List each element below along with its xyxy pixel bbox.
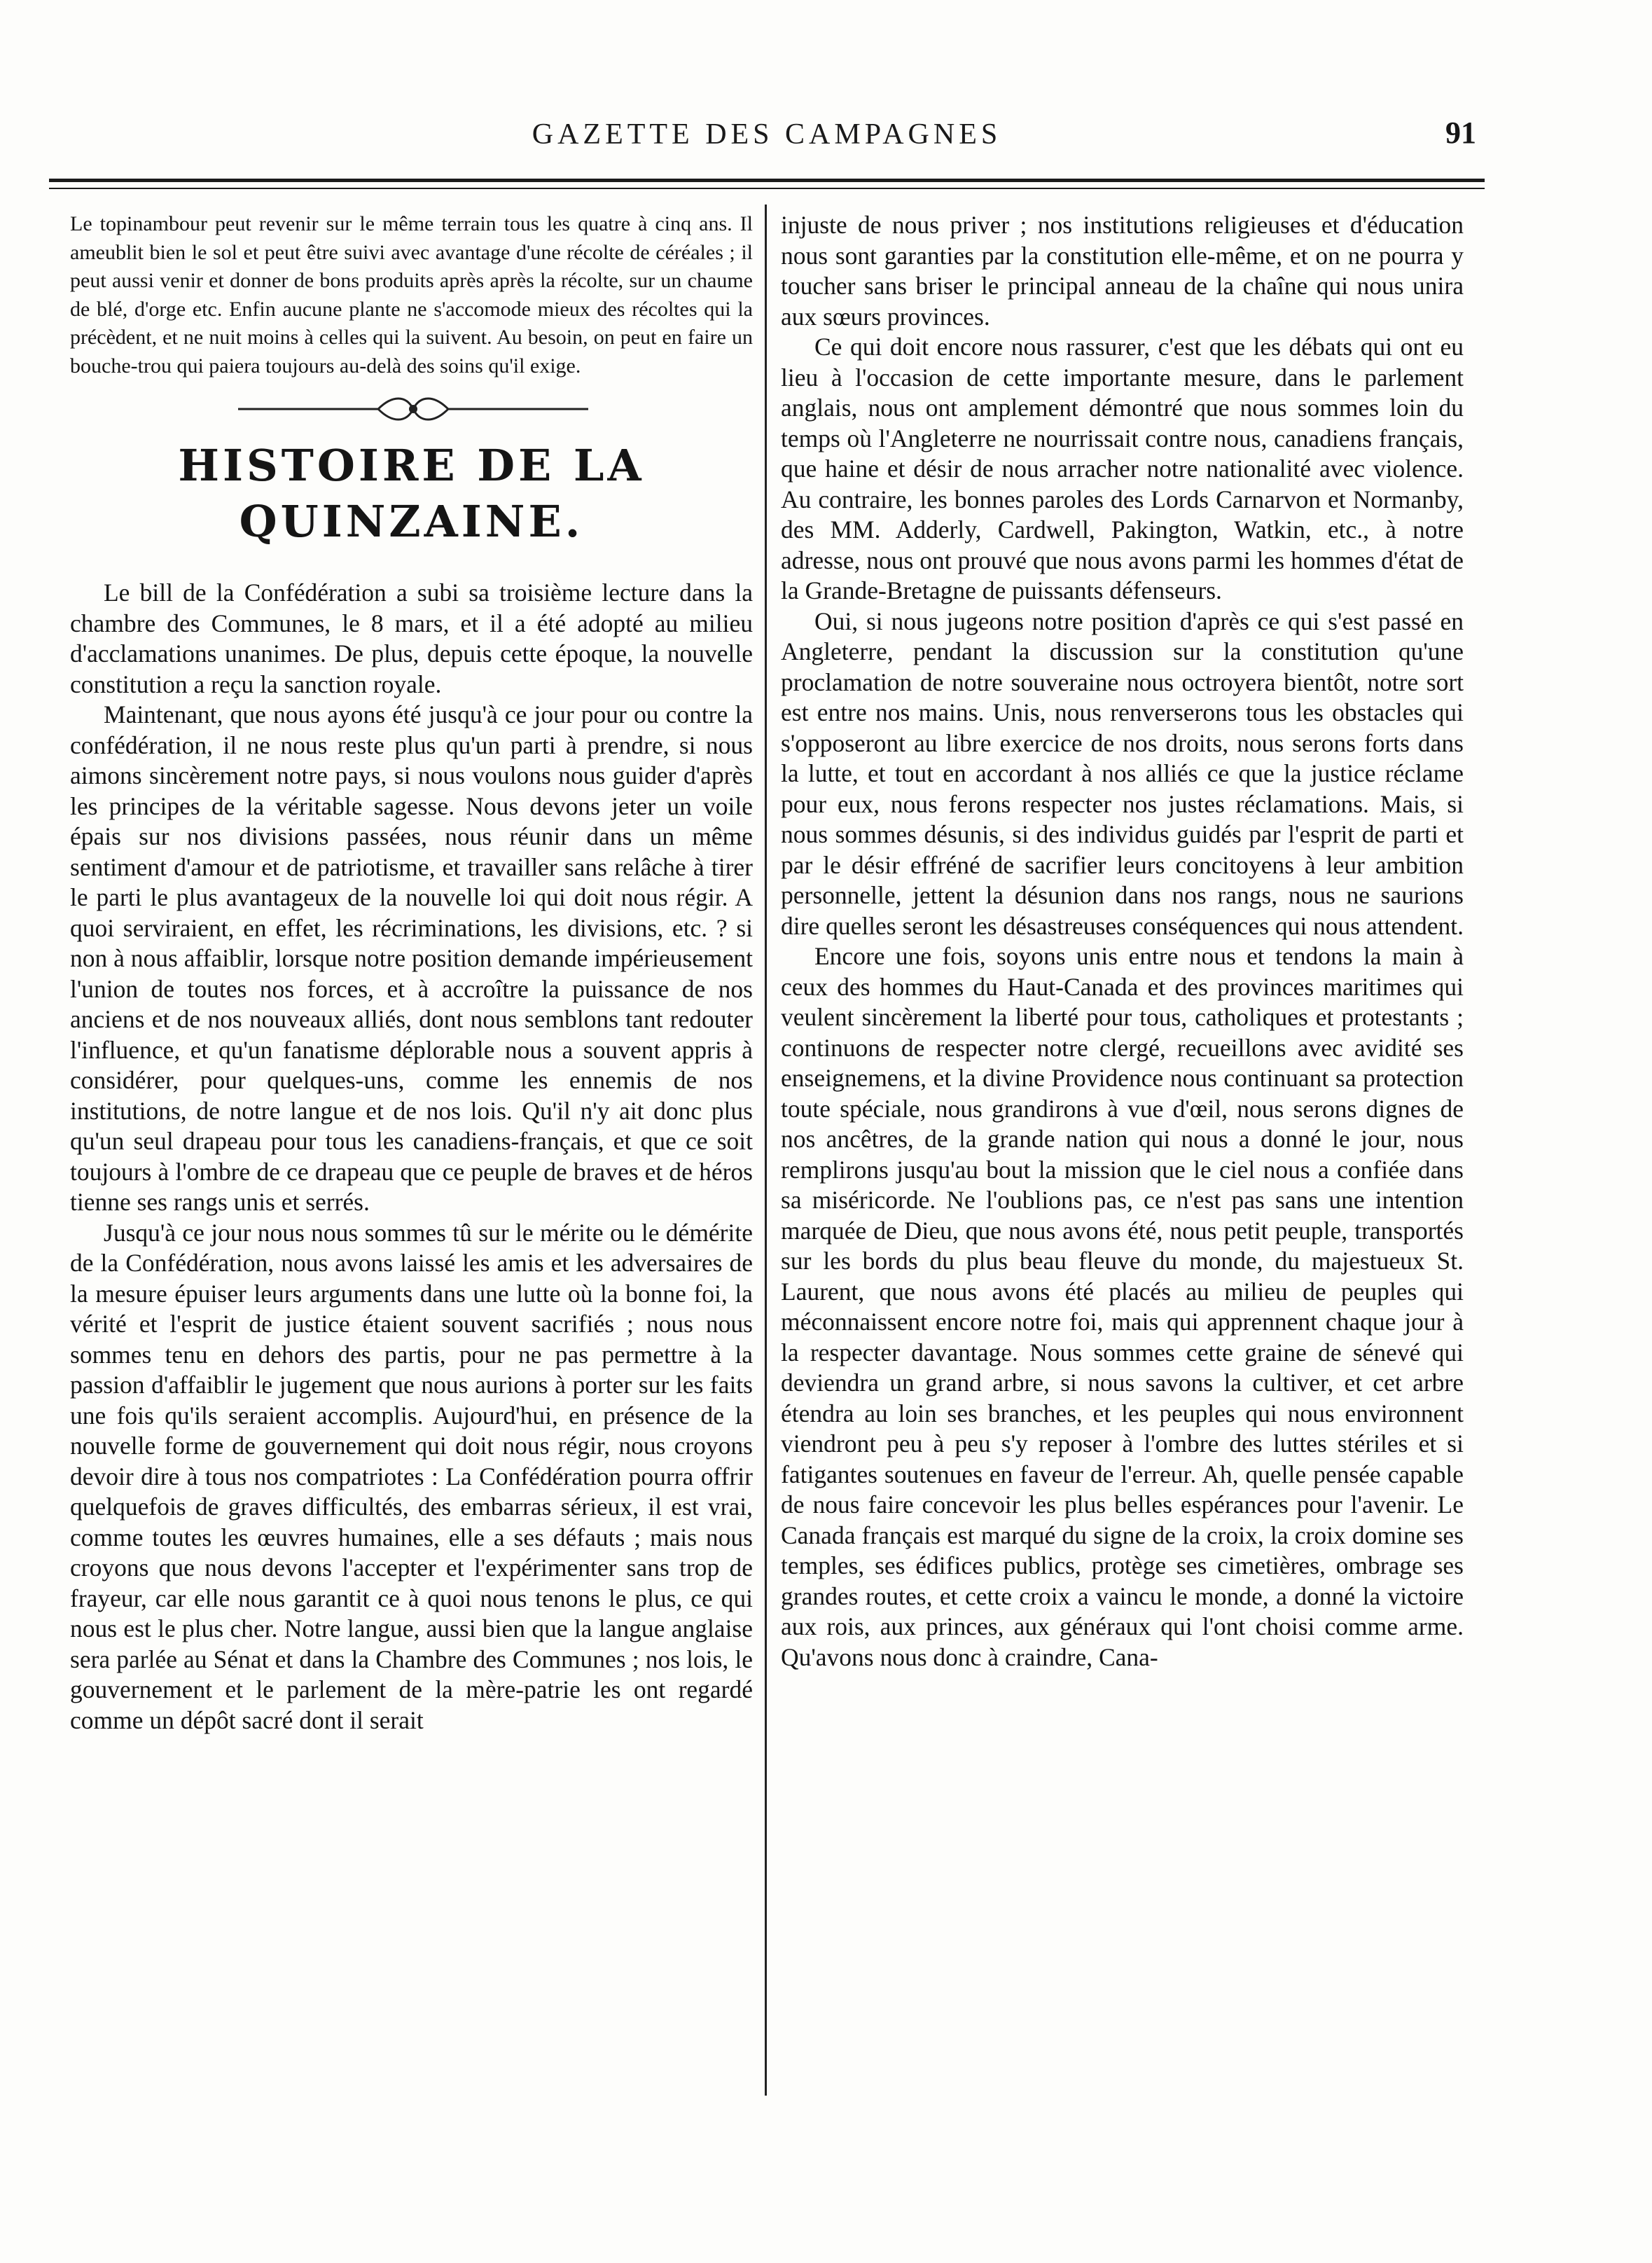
running-title: GAZETTE DES CAMPAGNES (532, 118, 1002, 151)
header-double-rule (49, 179, 1485, 189)
article-paragraph-1: Le bill de la Confédération a subi sa troisième lecture dans la chambre des Communes, le 8 mars, et il a été adopté au milieu d'acclamations unanimes. De plus, depuis cette époque, la nouvelle constitution a reçu la sanction royale. (70, 579, 753, 698)
ornament-divider-icon (238, 392, 588, 427)
article-paragraph-2: Maintenant, que nous ayons été jusqu'à ce jour pour ou contre la confédération, il ne nous reste plus qu'un parti à prendre, si nous aimons sincèrement notre pays, si nous voulons nous guider d'après les principes de la véritable sagesse. Nous devons jeter un voile épais sur nos divisions passées, nous réunir dans un même sentiment d'amour et de patriotisme, et travailler sans relâche à tirer le parti le plus avantageux de la nouvelle loi qui doit nous régir. A quoi serviraient, en effet, les récriminations, les divisions, etc. ? si non à nous affaiblir, lorsque notre position demande impérieusement l'union de toutes nos forces, et à accroître la puissance de nos anciens et de nos nouveaux alliés, dont nous semblons tant redouter l'influence, et qu'un fanatisme déplorable nous a souvent appris à considérer, pour quelques-uns, comme les ennemis de nos institutions, de notre langue et de nos lois. Qu'il n'y ait donc plus qu'un seul drapeau pour tous les canadiens-français, et que ce soit toujours à l'ombre de ce drapeau que ce peuple de braves et de héros tienne ses rangs unis et serrés. (70, 700, 753, 1216)
article-paragraph-3: Jusqu'à ce jour nous nous sommes tû sur le mérite ou le démérite de la Confédération, nous avons laissé les amis et les adversaires de la mesure épuiser leurs arguments dans une lutte où la bonne foi, la vérité et l'esprit de justice étaient souvent sacrifiés ; nous nous sommes tenu en dehors des partis, pour ne pas permettre à la passion d'affaiblir le jugement que nous aurions à porter sur les faits une fois qu'ils seraient accomplis. Aujourd'hui, en présence de la nouvelle forme de gouvernement qui doit nous régir, nous croyons devoir dire à tous nos compatriotes : La Confédération pourra offrir quelquefois de graves difficultés, des embarras sérieux, il est vrai, comme toutes les œuvres humaines, elle a ses défauts ; mais nous croyons que nous devons l'accepter et l'expérimenter sans trop de frayeur, car elle nous garantit ce à quoi nous tenons le plus, ce qui nous est le plus cher. Notre langue, aussi bien que la langue anglaise sera parlée au Sénat et dans la Chambre des Communes ; nos lois, le gouvernement et le parlement de la mère-patrie les ont regardé comme un dépôt sacré dont il serait (70, 1218, 753, 1734)
intro-paragraph: Le topinambour peut revenir sur le même terrain tous les quatre à cinq ans. Il ameublit bien le sol et peut être suivi avec avantage d'une récolte de céréales ; il peut aussi venir et donner de bons produits après après la récolte, sur un chaume de blé, d'orge etc. Enfin aucune plante ne s'accomode mieux des récoltes qui la précèdent, et ne nuit moins à celles qui la suivent. Au besoin, on peut en faire un bouche-trou qui paiera toujours au-delà des soins qu'il exige. (70, 212, 753, 378)
left-column (70, 210, 753, 1736)
right-column (781, 210, 1464, 1673)
page-number: 91 (1445, 116, 1476, 150)
section-ornament (70, 385, 753, 434)
article-paragraph-4: injuste de nous priver ; nos institutions religieuses et d'éducation nous sont garanties par la constitution elle-même, et on ne pourra y toucher sans briser le principal anneau de la chaîne qui nous unira aux sœurs provinces. (781, 211, 1464, 331)
article-paragraph-5: Ce qui doit encore nous rassurer, c'est que les débats qui ont eu lieu à l'occasion de cette importante mesure, dans le parlement anglais, nous ont amplement démontré que nous sommes loin du temps où l'Angleterre ne nourrissait contre nous, canadiens français, que haine et désir de nous arracher notre nationalité avec violence. Au contraire, les bonnes paroles des Lords Carnarvon et Normanby, des MM. Adderly, Cardwell, Pakington, Watkin, etc., à notre adresse, nous ont prouvé que nous avons parmi les hommes d'état de la Grande-Bretagne de puissants défenseurs. (781, 333, 1464, 604)
article-paragraph-7: Encore une fois, soyons unis entre nous et tendons la main à ceux des hommes du Haut-Canada et des provinces maritimes qui veulent sincèrement la liberté pour tous, catholiques et protestants ; continuons de respecter notre clergé, recueillons avec avidité ses enseignemens, et la divine Providence nous continuant sa protection toute spéciale, nous grandirons à vue d'œil, nous serons dignes de nos ancêtres, de la grande nation qui nous a donné le jour, nous remplirons jusqu'au bout la mission que le ciel nous a confiée dans sa miséricorde. Ne l'oublions pas, ce n'est pas sans une intention marquée de Dieu, que nous avons été, nous petit peuple, transportés sur les bords du plus beau fleuve du monde, du majestueux St. Laurent, que nous avons été placés au milieu de peuples qui méconnaissent encore notre foi, mais qui apprennent chaque jour à la respecter davantage. Nous sommes cette graine de sénevé qui deviendra un grand arbre, si nous savons la cultiver, et cet arbre étendra au loin ses branches, et les peuples qui nous environnent viendront peu à peu s'y reposer à l'ombre des luttes stériles et si fatigantes soutenues en faveur de l'erreur. Ah, quelle pensée capable de nous faire concevoir les plus belles espérances pour l'avenir. Le Canada français est marqué du signe de la croix, la croix domine ses temples, ses édifices publics, protège ses cimetières, ombrage ses grandes routes, et cette croix a vaincu le monde, a donné la victoire aux rois, aux princes, aux généraux qui l'ont choisi comme arme. Qu'avons nous donc à craindre, Cana- (781, 942, 1464, 1671)
running-head (49, 111, 1485, 160)
section-title: HISTOIRE DE LA QUINZAINE. (178, 440, 645, 547)
column-rule (765, 205, 767, 2096)
article-paragraph-6: Oui, si nous jugeons notre position d'après ce qui s'est passé en Angleterre, pendant la discussion sur la constitution qu'une proclamation de notre souveraine nous octroyera bientôt, notre sort est entre nos mains. Unis, nous renverserons tous les obstacles qui s'opposeront au libre exercice de nos droits, nous serons forts dans la lutte, et tout en accordant à nos alliés ce que la justice réclame pour eux, nous ferons respecter nos justes réclamations. Mais, si nous sommes désunis, si des individus guidés par l'esprit de parti et par le désir effréné de sacrifier leurs concitoyens à leur ambition personnelle, jettent la désunion dans nos rangs, nous ne saurions dire quelles seront les désastreuses conséquences qui nous attendent. (781, 607, 1464, 940)
